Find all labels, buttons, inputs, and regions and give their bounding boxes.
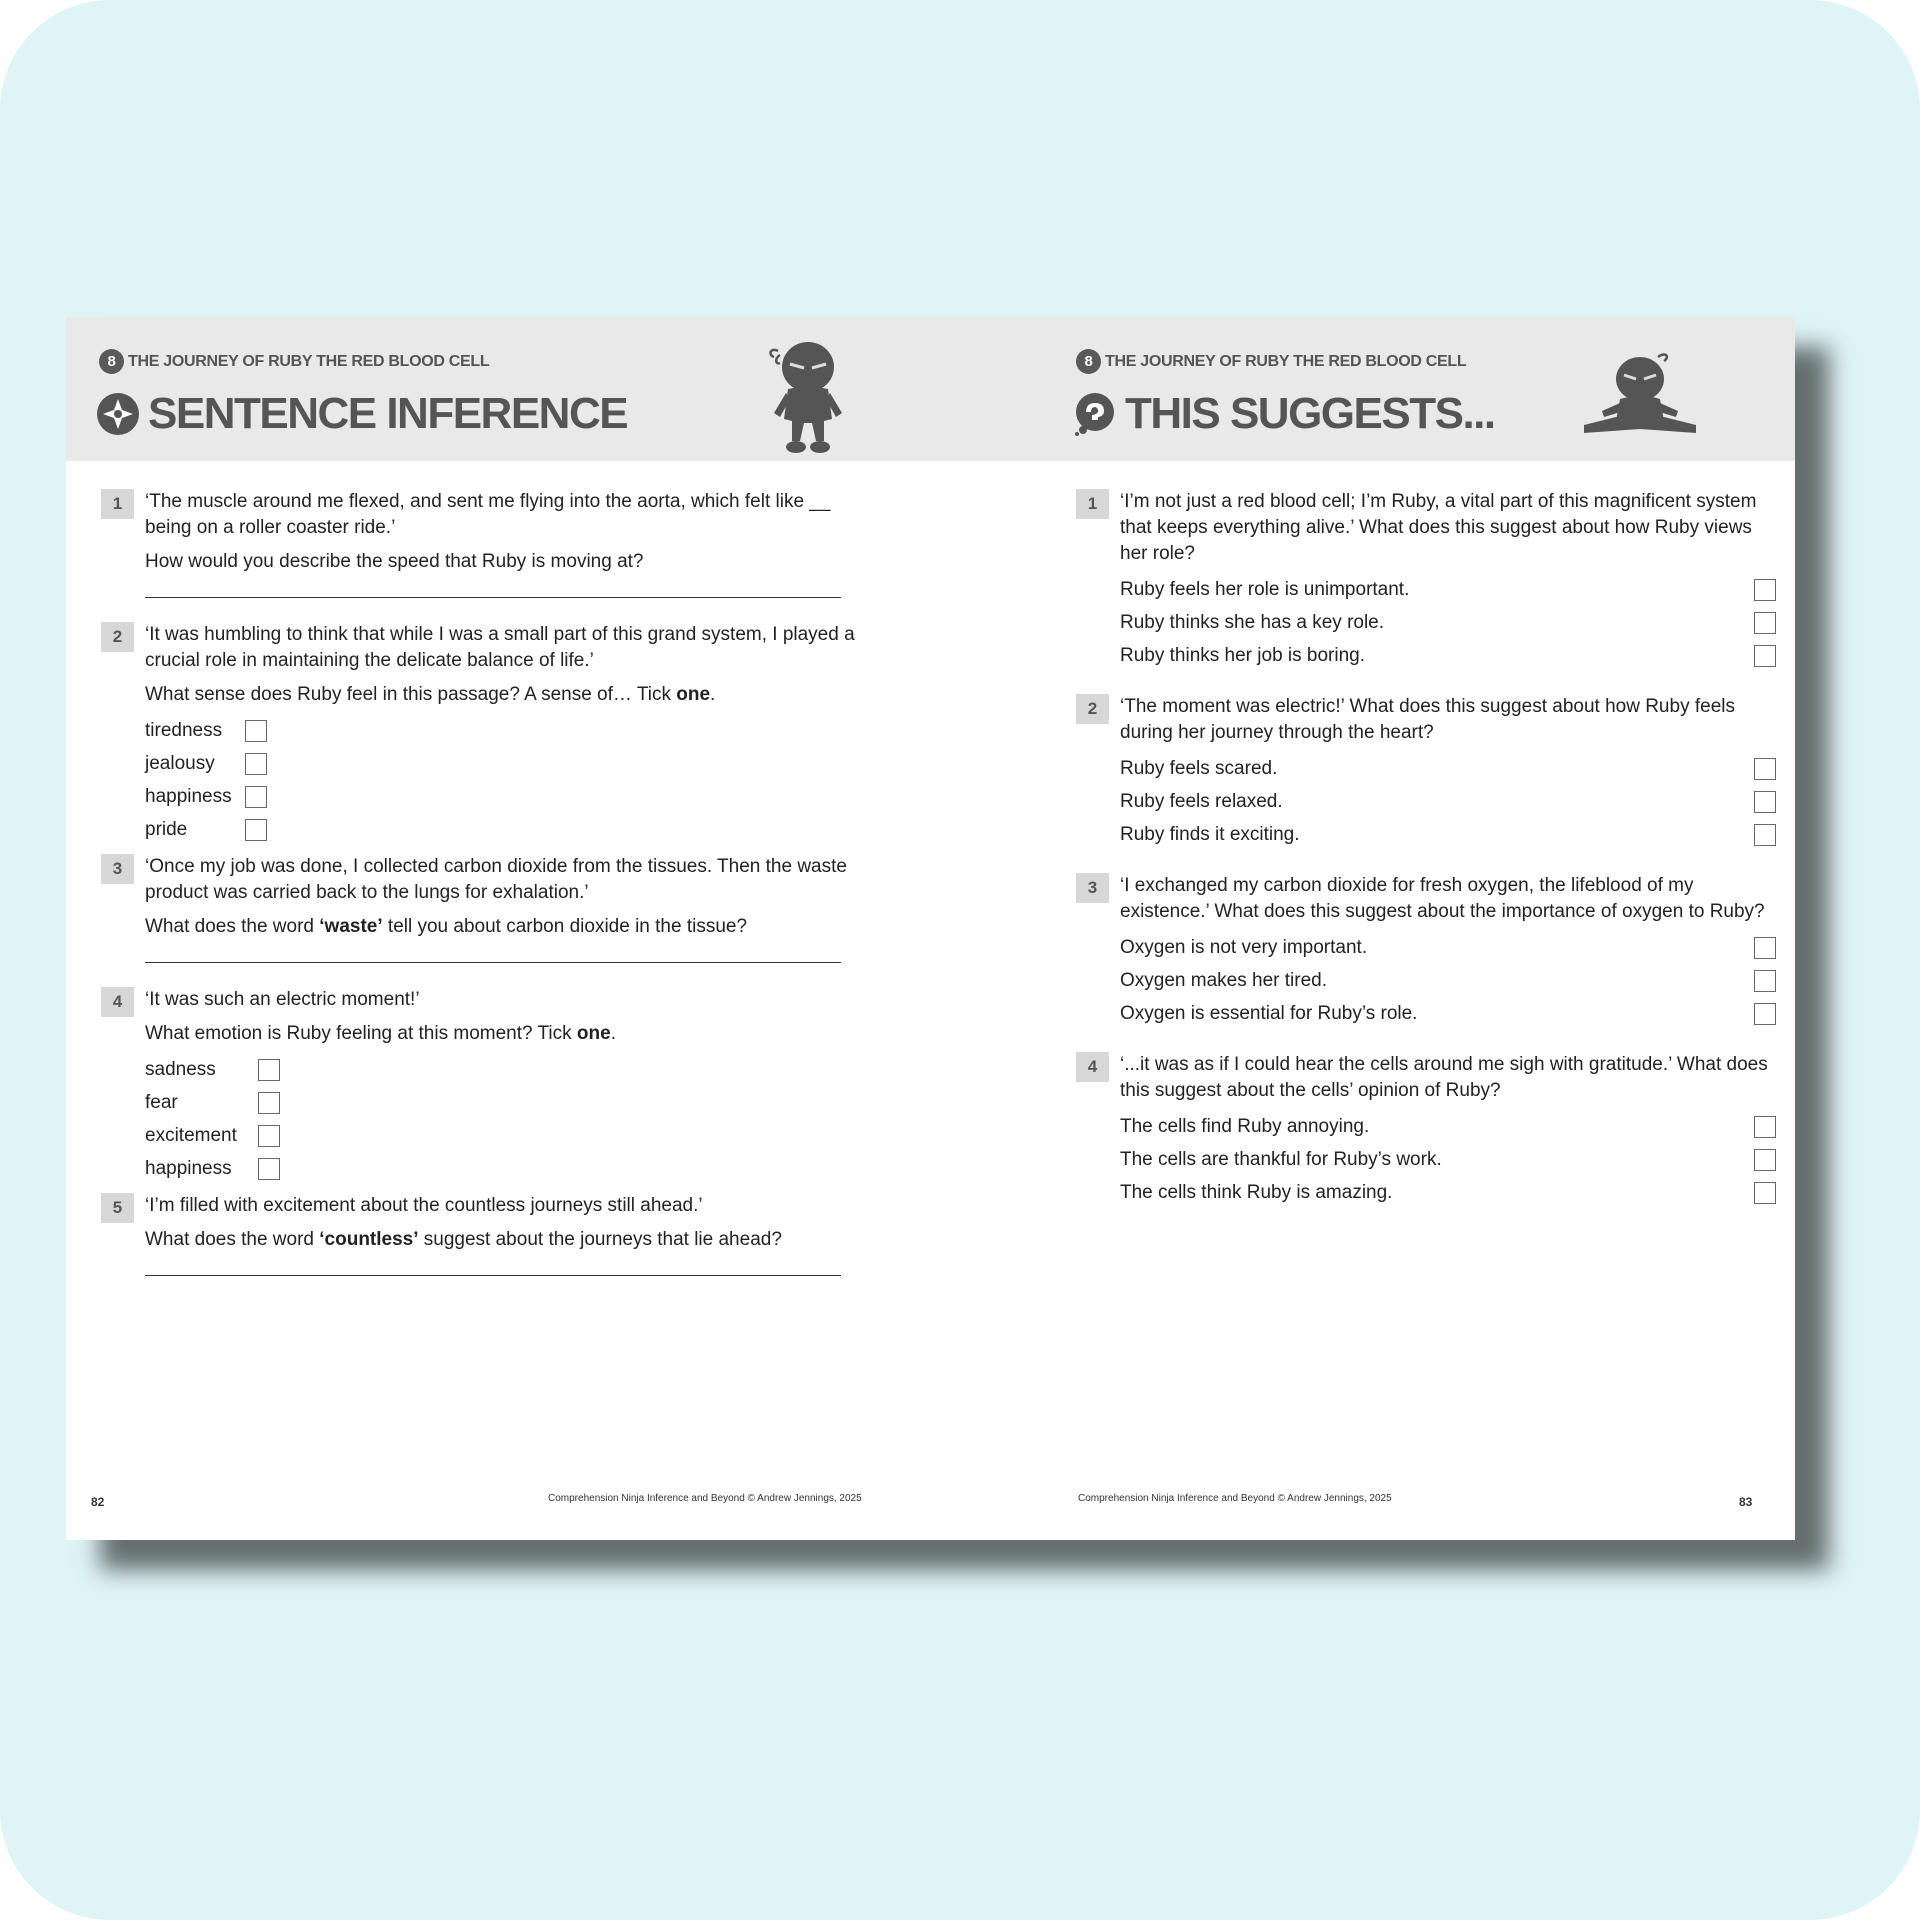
question-quote: ‘I’m filled with excitement about the countless journeys still ahead.’ <box>145 1195 703 1216</box>
question <box>1076 873 1776 1030</box>
tick-box[interactable] <box>1754 791 1776 813</box>
option-row: happiness <box>145 780 861 813</box>
right-page-title <box>1073 389 1495 439</box>
question-prompt: What emotion is Ruby feeling at this moment? Tick one. <box>145 1023 616 1044</box>
option-row: Oxygen makes her tired. <box>1120 964 1776 997</box>
option-row: Oxygen is not very important. <box>1120 931 1776 964</box>
question-quote: ‘...it was as if I could hear the cells around me sigh with gratitude.’ What does this suggest about the cells’ opinion of Ruby? <box>1120 1054 1768 1101</box>
question-quote: ‘It was such an electric moment!’ <box>145 989 420 1010</box>
question-prompt: What sense does Ruby feel in this passage? A sense of… Tick one. <box>145 684 716 705</box>
question-quote: ‘I’m not just a red blood cell; I’m Ruby, a vital part of this magnificent system that keeps everything alive.’ What does this suggest about how Ruby views her role? <box>1120 491 1757 564</box>
tick-box[interactable] <box>1754 937 1776 959</box>
question <box>101 1193 861 1276</box>
question <box>1076 489 1776 672</box>
left-page-header <box>66 317 930 461</box>
book-spread <box>66 317 1795 1540</box>
page-number: 82 <box>91 1495 105 1509</box>
question-number: 2 <box>1076 694 1109 724</box>
unit-number-badge: 8 <box>1076 349 1101 374</box>
option-row: fear <box>145 1086 861 1119</box>
right-page-header <box>930 317 1795 461</box>
option-row: Ruby thinks her job is boring. <box>1120 639 1776 672</box>
option-row: pride <box>145 813 861 846</box>
option-row: Ruby feels her role is unimportant. <box>1120 573 1776 606</box>
tick-box[interactable] <box>1754 970 1776 992</box>
option-row: excitement <box>145 1119 861 1152</box>
tick-box[interactable] <box>245 786 267 808</box>
option-row: jealousy <box>145 747 861 780</box>
question <box>101 987 861 1185</box>
tick-box[interactable] <box>1754 824 1776 846</box>
question-quote: ‘I exchanged my carbon dioxide for fresh oxygen, the lifeblood of my existence.’ What does this suggest about the importance of oxygen to Ruby? <box>1120 875 1765 922</box>
option-row: Ruby thinks she has a key role. <box>1120 606 1776 639</box>
tick-box[interactable] <box>1754 1149 1776 1171</box>
left-page-title <box>96 389 627 439</box>
page-footer: Comprehension Ninja Inference and Beyond © Andrew Jennings, 2025 <box>1078 1493 1392 1504</box>
question <box>101 622 861 846</box>
option-row: happiness <box>145 1152 861 1185</box>
question-number: 4 <box>101 987 134 1017</box>
tick-options <box>1120 573 1776 672</box>
tick-options <box>1120 931 1776 1030</box>
tick-box[interactable] <box>1754 1182 1776 1204</box>
option-row: The cells find Ruby annoying. <box>1120 1110 1776 1143</box>
question-quote: ‘The moment was electric!’ What does this suggest about how Ruby feels during her journey through the heart? <box>1120 696 1735 743</box>
tick-box[interactable] <box>258 1092 280 1114</box>
question-number: 5 <box>101 1193 134 1223</box>
question <box>101 854 861 963</box>
question-number: 3 <box>101 854 134 884</box>
option-row: The cells think Ruby is amazing. <box>1120 1176 1776 1209</box>
tick-box[interactable] <box>1754 758 1776 780</box>
question-number: 3 <box>1076 873 1109 903</box>
shuriken-icon <box>96 392 140 436</box>
page-footer: Comprehension Ninja Inference and Beyond © Andrew Jennings, 2025 <box>548 1493 862 1504</box>
tick-box[interactable] <box>245 720 267 742</box>
right-page <box>930 317 1795 1540</box>
tick-box[interactable] <box>1754 579 1776 601</box>
question-prompt: What does the word ‘waste’ tell you about carbon dioxide in the tissue? <box>145 916 748 937</box>
question-number: 2 <box>101 622 134 652</box>
option-row: Oxygen is essential for Ruby’s role. <box>1120 997 1776 1030</box>
option-row: The cells are thankful for Ruby’s work. <box>1120 1143 1776 1176</box>
ninja-splits-icon <box>1580 347 1700 447</box>
question-number: 1 <box>101 489 134 519</box>
section-title: SENTENCE INFERENCE <box>148 389 628 438</box>
page-number: 83 <box>1739 1495 1753 1509</box>
option-row: Ruby finds it exciting. <box>1120 818 1776 851</box>
unit-title: THE JOURNEY OF RUBY THE RED BLOOD CELL <box>1105 352 1467 370</box>
question <box>101 489 861 598</box>
answer-line[interactable] <box>145 1275 841 1276</box>
question-prompt: What does the word ‘countless’ suggest about the journeys that lie ahead? <box>145 1229 782 1250</box>
tick-box[interactable] <box>1754 645 1776 667</box>
question-number: 4 <box>1076 1052 1109 1082</box>
tick-options <box>1120 752 1776 851</box>
right-questions <box>1076 489 1776 1209</box>
left-page <box>66 317 930 1540</box>
option-row: Ruby feels scared. <box>1120 752 1776 785</box>
option-row: sadness <box>145 1053 861 1086</box>
tick-box[interactable] <box>245 753 267 775</box>
tick-options <box>145 1053 861 1185</box>
answer-line[interactable] <box>145 962 841 963</box>
question-prompt: How would you describe the speed that Ruby is moving at? <box>145 551 644 572</box>
thought-bubble-icon <box>1073 392 1117 436</box>
tick-box[interactable] <box>1754 1003 1776 1025</box>
question <box>1076 1052 1776 1209</box>
right-unit-kicker <box>1076 349 1466 374</box>
question-quote: ‘Once my job was done, I collected carbon dioxide from the tissues. Then the waste product was carried back to the lungs for exhalation.’ <box>145 856 847 903</box>
unit-number-badge: 8 <box>99 349 124 374</box>
tick-box[interactable] <box>1754 1116 1776 1138</box>
option-row: tiredness <box>145 714 861 747</box>
option-row: Ruby feels relaxed. <box>1120 785 1776 818</box>
left-unit-kicker <box>99 349 489 374</box>
tick-box[interactable] <box>258 1158 280 1180</box>
tick-box[interactable] <box>245 819 267 841</box>
unit-title: THE JOURNEY OF RUBY THE RED BLOOD CELL <box>128 352 490 370</box>
tick-options <box>145 714 861 846</box>
question-number: 1 <box>1076 489 1109 519</box>
question <box>1076 694 1776 851</box>
tick-box[interactable] <box>258 1059 280 1081</box>
tick-box[interactable] <box>258 1125 280 1147</box>
tick-options <box>1120 1110 1776 1209</box>
left-questions <box>101 489 861 1276</box>
question-quote: ‘The muscle around me flexed, and sent me flying into the aorta, which felt like __ being on a roller coaster ride.’ <box>145 491 831 538</box>
section-title: THIS SUGGESTS... <box>1125 389 1495 438</box>
tick-box[interactable] <box>1754 612 1776 634</box>
ninja-standing-icon <box>766 337 846 462</box>
answer-line[interactable] <box>145 597 841 598</box>
question-quote: ‘It was humbling to think that while I was a small part of this grand system, I played a crucial role in maintaining the delicate balance of life.’ <box>145 624 855 671</box>
